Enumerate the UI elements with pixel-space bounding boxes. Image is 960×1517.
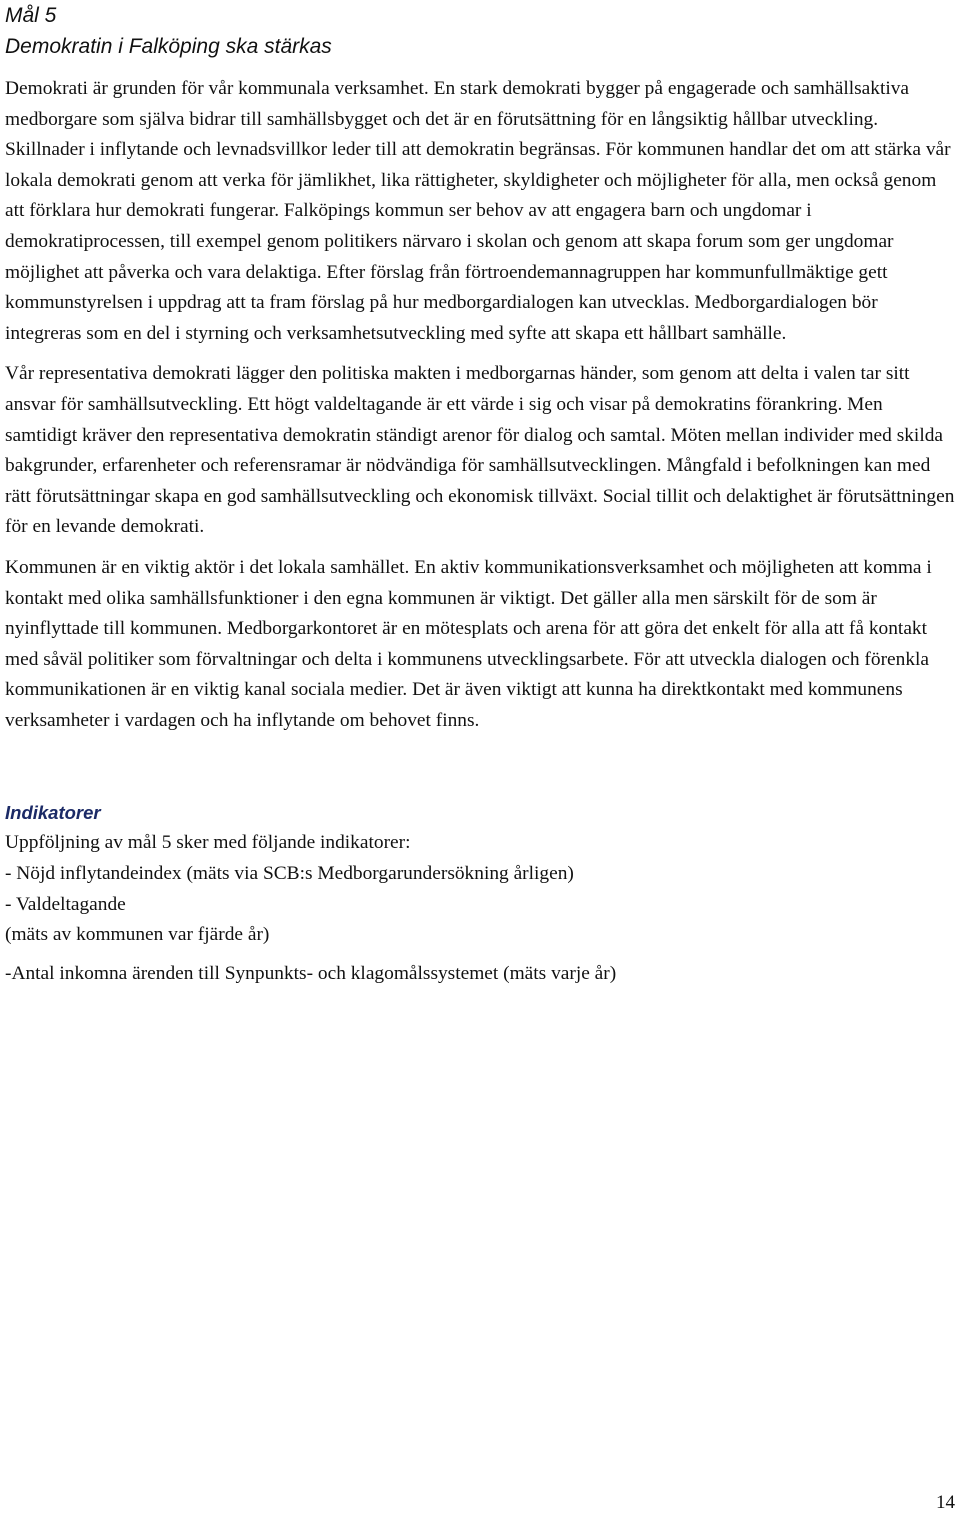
indicator-item: - Nöjd inflytandeindex (mäts via SCB:s Medborgarundersökning årligen)	[5, 863, 574, 885]
document-page	[5, 0, 955, 989]
page-number: 14	[936, 1492, 955, 1513]
paragraph-democracy-foundation: Demokrati är grunden för vår kommunala verksamhet. En stark demokrati bygger på engagerade och samhällsaktiva medborgare som själva bidrar till samhällsbygget och det är en förutsättning för en långsiktig hållbar utveckling. Skillnader i inflytande och levnadsvillkor leder till att demokratin begränsas. För kommunen handlar det om att stärka vår lokala demokrati genom att verka för jämlikhet, lika rättigheter, skyldigheter och möjligheter för alla, men också genom att förklara hur demokrati fungerar. Falköpings kommun ser behov av att engagera barn och ungdomar i demokratiprocessen, till exempel genom politikers närvaro i skolan och genom att skapa forum som ger ungdomar möjlighet att påverka och vara delaktiga. Efter förslag från förtroendemannagruppen har kommunfullmäktige gett kommunstyrelsen i uppdrag att ta fram förslag på hur medborgardialogen kan utvecklas. Medborgardialogen bör integreras som en del i styrning och verksamhetsutveckling med syfte att skapa ett hållbart samhälle.	[5, 78, 951, 344]
indicators-intro: Uppföljning av mål 5 sker med följande indikatorer:	[5, 832, 411, 854]
indicator-item: - Valdeltagande	[5, 893, 126, 915]
indicator-item: -Antal inkomna ärenden till Synpunkts- och klagomålssystemet (mäts varje år)	[5, 962, 617, 984]
indicators-section	[5, 798, 955, 989]
paragraph-municipality-role: Kommunen är en viktig aktör i det lokala samhället. En aktiv kommunikationsverksamhet och möjligheten att komma i kontakt med olika samhällsfunktioner i den egna kommunen är viktigt. Det gäller alla men särskilt för de som är nyinflyttade till kommunen. Medborgarkontoret är en mötesplats och arena för att göra det enkelt för alla att få kontakt med såväl politiker som förvaltningar och delta i kommunens utvecklingsarbete. För att utveckla dialogen och förenkla kommunikationen är en viktig kanal sociala medier. Det är även viktigt att kunna ha direktkontakt med kommunens verksamheter i vardagen och ha inflytande om behovet finns.	[5, 556, 932, 731]
goal-title: Demokratin i Falköping ska stärkas	[5, 35, 332, 58]
paragraph-representative-democracy: Vår representativa demokrati lägger den politiska makten i medborgarnas händer, som genom att delta i valen tar sitt ansvar för samhällsutveckling. Ett högt valdeltagande är ett värde i sig och visar på demokratins förankring. Men samtidigt kräver den representativa demokratin ständigt arenor för dialog och samtal. Möten mellan individer med skilda bakgrunder, erfarenheter och referensramar är nödvändiga för samhällsutvecklingen. Mångfald i befolkningen kan med rätt förutsättningar skapa en god samhällsutveckling och ekonomisk tillväxt. Social tillit och delaktighet är förutsättningen för en levande demokrati.	[5, 363, 955, 538]
indicators-title: Indikatorer	[5, 802, 101, 824]
indicator-note: (mäts av kommunen var fjärde år)	[5, 924, 270, 946]
goal-label: Mål 5	[5, 4, 57, 27]
